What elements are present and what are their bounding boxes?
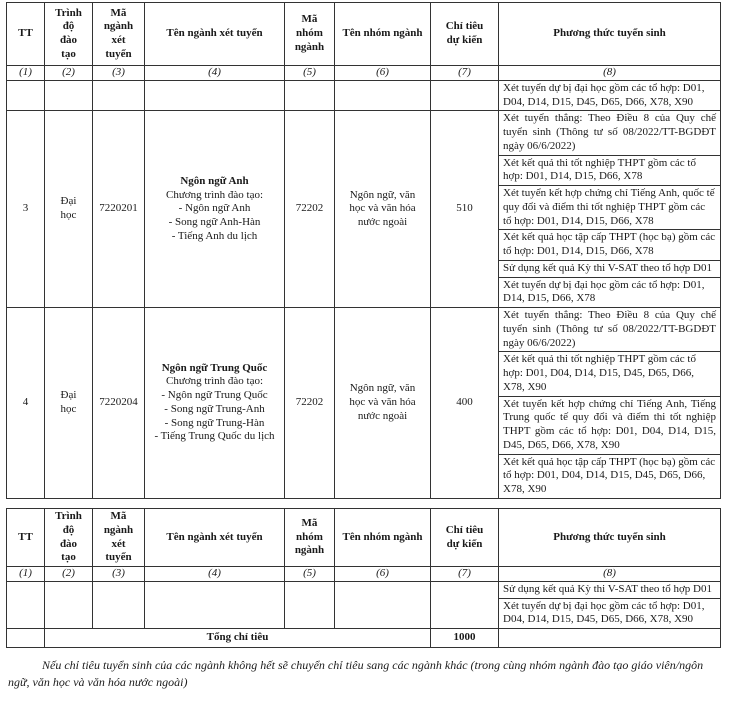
- header-quota: Chỉ tiêu dự kiến: [431, 3, 499, 66]
- program-title: Ngôn ngữ Trung Quốc: [161, 361, 268, 374]
- row-quota: 400: [431, 308, 499, 499]
- header-tt: TT: [7, 509, 45, 567]
- index-cell: (3): [93, 66, 145, 81]
- method-cell: Sử dụng kết quả Kỳ thi V-SAT theo tổ hợp D01: [499, 581, 721, 598]
- header-tt: TT: [7, 3, 45, 66]
- total-row: [7, 629, 721, 648]
- index-cell: (7): [431, 567, 499, 582]
- row-group-name: Ngôn ngữ, văn học và văn hóa nước ngoài: [335, 308, 431, 499]
- row-group-code: 72202: [285, 308, 335, 499]
- footnote: Nếu chỉ tiêu tuyển sinh của các ngành không hết sẽ chuyển chỉ tiêu sang các ngành khác (trong cùng nhóm ngành đào tạo giáo viên/ngôn ngữ, văn học và văn hóa nước ngoài): [8, 658, 704, 690]
- admission-table-part-2: [6, 508, 721, 648]
- admission-table-part-1: [6, 2, 721, 499]
- index-cell: (4): [145, 567, 285, 582]
- header-group-code: Mã nhóm ngành: [285, 509, 335, 567]
- index-cell: (1): [7, 66, 45, 81]
- method-cell: Xét tuyển dự bị đại học gồm các tổ hợp: D01, D04, D14, D15, D45, D65, D66, X78, X90: [499, 80, 721, 111]
- table-row: [7, 308, 721, 352]
- row-level: Đại học: [45, 308, 93, 499]
- row-level: Đại học: [45, 111, 93, 308]
- header-group-code: Mã nhóm ngành: [285, 3, 335, 66]
- index-cell: (6): [335, 66, 431, 81]
- method-cell: Xét tuyển kết hợp chứng chỉ Tiếng Anh, Tiếng Trung quốc tế quy đổi và điểm thi tốt nghiệp THPT gồm các tổ hợp: D01, D04, D14, D15, D45, D65, D66, X78, X90: [499, 396, 721, 454]
- header-method: Phương thức tuyển sinh: [499, 3, 721, 66]
- header-major-name: Tên ngành xét tuyển: [145, 3, 285, 66]
- method-cell: Xét kết quả thi tốt nghiệp THPT gồm các tổ hợp: D01, D14, D15, D66, X78: [499, 155, 721, 186]
- method-cell: Xét tuyển dự bị đại học gồm các tổ hợp: D01, D04, D14, D15, D45, D65, D66, X78, X90: [499, 598, 721, 629]
- index-cell: (7): [431, 66, 499, 81]
- method-cell: Xét kết quả học tập cấp THPT (học bạ) gồm các tổ hợp: D01, D14, D15, D66, X78: [499, 230, 721, 261]
- index-cell: (2): [45, 567, 93, 582]
- index-cell: (1): [7, 567, 45, 582]
- header-major-name: Tên ngành xét tuyển: [145, 509, 285, 567]
- header-level: Trình độ đào tạo: [45, 509, 93, 567]
- index-cell: (6): [335, 567, 431, 582]
- method-cell: Xét tuyển kết hợp chứng chỉ Tiếng Anh, quốc tế quy đổi và điểm thi tốt nghiệp THPT gồm các tổ hợp: D01, D14, D15, D66, X78: [499, 186, 721, 230]
- program-title: Ngôn ngữ Anh: [180, 174, 249, 187]
- method-cell: Xét tuyển thẳng: Theo Điều 8 của Quy chế tuyển sinh (Thông tư số 08/2022/TT-BGDĐT ngày 06/6/2022): [499, 308, 721, 352]
- table-row: [7, 581, 721, 598]
- method-cell: Sử dụng kết quả Kỳ thi V-SAT theo tổ hợp D01: [499, 260, 721, 277]
- index-cell: (8): [499, 567, 721, 582]
- total-value: 1000: [431, 629, 499, 648]
- index-cell: (2): [45, 66, 93, 81]
- row-group-code: 72202: [285, 111, 335, 308]
- index-row: [7, 66, 721, 81]
- table-row: [7, 111, 721, 155]
- total-label: Tổng chỉ tiêu: [45, 629, 431, 648]
- header-major-code: Mã ngành xét tuyển: [93, 3, 145, 66]
- header-group-name: Tên nhóm ngành: [335, 509, 431, 567]
- method-cell: Xét tuyển dự bị đại học gồm các tổ hợp: D01, D14, D15, D66, X78: [499, 277, 721, 308]
- method-cell: Xét kết quả thi tốt nghiệp THPT gồm các tổ hợp: D01, D04, D14, D15, D45, D65, D66, X78, X90: [499, 352, 721, 396]
- row-major-code: 7220201: [93, 111, 145, 308]
- row-group-name: Ngôn ngữ, văn học và văn hóa nước ngoài: [335, 111, 431, 308]
- carry-over-row: [7, 80, 721, 111]
- index-cell: (5): [285, 567, 335, 582]
- row-program: Ngôn ngữ Anh Chương trình đào tạo: - Ngôn ngữ Anh - Song ngữ Anh-Hàn - Tiếng Anh du lịch: [145, 111, 285, 308]
- index-cell: (8): [499, 66, 721, 81]
- method-cell: Xét kết quả học tập cấp THPT (học bạ) gồm các tổ hợp: D01, D04, D14, D15, D45, D65, D66, X78, X90: [499, 454, 721, 498]
- row-quota: 510: [431, 111, 499, 308]
- header-quota: Chỉ tiêu dự kiến: [431, 509, 499, 567]
- row-tt: 4: [7, 308, 45, 499]
- index-cell: (5): [285, 66, 335, 81]
- row-program: Ngôn ngữ Trung Quốc Chương trình đào tạo: - Ngôn ngữ Trung Quốc - Song ngữ Trung-Anh - Song ngữ Trung-Hàn - Tiếng Trung Quốc du lịch: [145, 308, 285, 499]
- index-row: [7, 567, 721, 582]
- header-group-name: Tên nhóm ngành: [335, 3, 431, 66]
- header-level: Trình độ đào tạo: [45, 3, 93, 66]
- index-cell: (4): [145, 66, 285, 81]
- header-major-code: Mã ngành xét tuyển: [93, 509, 145, 567]
- row-tt: 3: [7, 111, 45, 308]
- method-cell: Xét tuyển thẳng: Theo Điều 8 của Quy chế tuyển sinh (Thông tư số 08/2022/TT-BGDĐT ngày 06/6/2022): [499, 111, 721, 155]
- header-row: [7, 3, 721, 66]
- index-cell: (3): [93, 567, 145, 582]
- row-major-code: 7220204: [93, 308, 145, 499]
- header-method: Phương thức tuyển sinh: [499, 509, 721, 567]
- header-row: [7, 509, 721, 567]
